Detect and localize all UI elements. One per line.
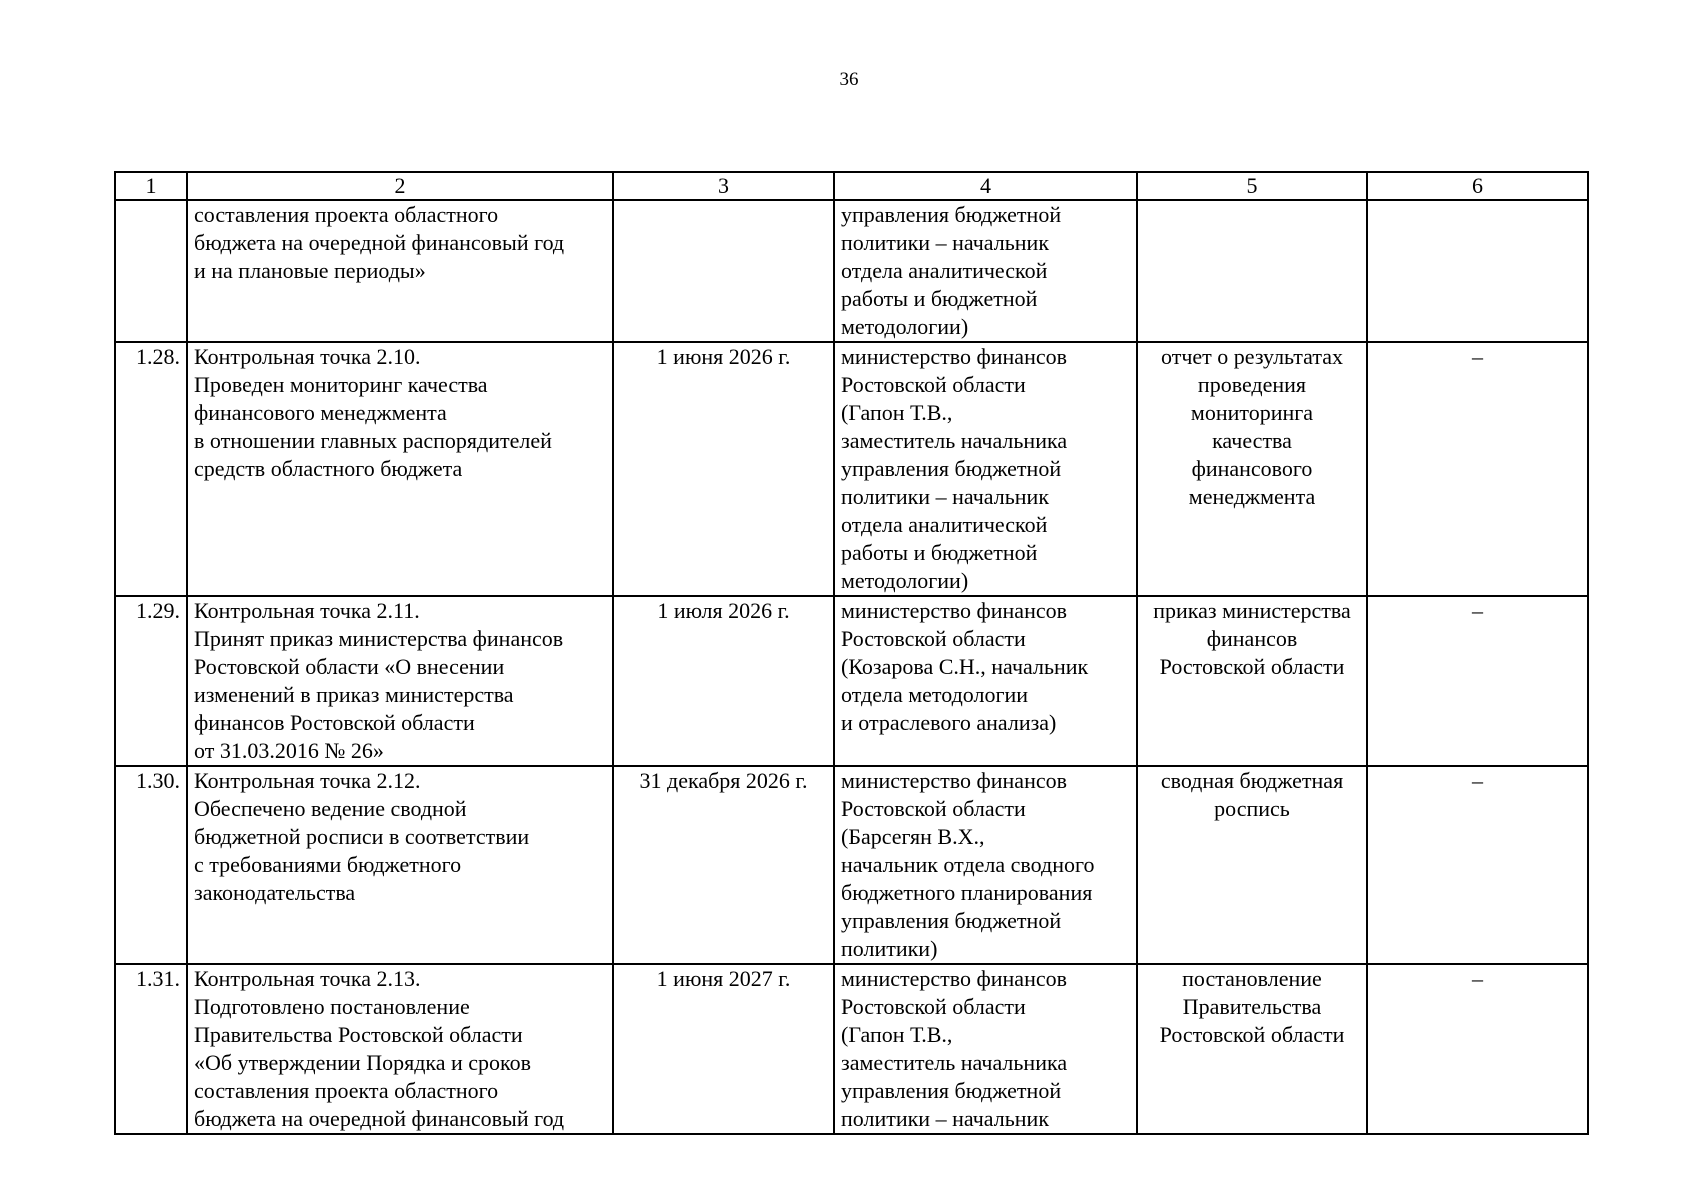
column-header: 6 [1367, 172, 1588, 200]
column-header: 4 [834, 172, 1137, 200]
result-cell: приказ министерства финансов Ростовской области [1137, 596, 1367, 766]
note-cell: – [1367, 766, 1588, 964]
responsible-cell: министерство финансов Ростовской области (Козарова С.Н., начальник отдела методологии и отраслевого анализа) [834, 596, 1137, 766]
date-cell: 1 июля 2026 г. [613, 596, 834, 766]
result-cell: сводная бюджетная роспись [1137, 766, 1367, 964]
date-cell [613, 200, 834, 342]
note-cell: – [1367, 342, 1588, 596]
note-cell: – [1367, 596, 1588, 766]
responsible-cell: управления бюджетной политики – начальник отдела аналитической работы и бюджетной методологии) [834, 200, 1137, 342]
result-cell: постановление Правительства Ростовской области [1137, 964, 1367, 1134]
row-number: 1.28. [115, 342, 187, 596]
plan-table [114, 171, 1589, 1135]
row-number [115, 200, 187, 342]
event-cell: Контрольная точка 2.12. Обеспечено ведение сводной бюджетной росписи в соответствии с требованиями бюджетного законодательства [187, 766, 613, 964]
column-header: 2 [187, 172, 613, 200]
table-row [115, 964, 1588, 1134]
row-number: 1.31. [115, 964, 187, 1134]
date-cell: 31 декабря 2026 г. [613, 766, 834, 964]
table-header-row [115, 172, 1588, 200]
table-row [115, 766, 1588, 964]
column-header: 3 [613, 172, 834, 200]
date-cell: 1 июня 2027 г. [613, 964, 834, 1134]
event-cell: Контрольная точка 2.13. Подготовлено постановление Правительства Ростовской области «Об утверждении Порядка и сроков составления проекта областного бюджета на очередной финансовый год [187, 964, 613, 1134]
column-header: 5 [1137, 172, 1367, 200]
responsible-cell: министерство финансов Ростовской области (Гапон Т.В., заместитель начальника управления бюджетной политики – начальник отдела аналитической работы и бюджетной методологии) [834, 342, 1137, 596]
page-number: 36 [839, 69, 859, 90]
table-row [115, 200, 1588, 342]
table-row [115, 596, 1588, 766]
date-cell: 1 июня 2026 г. [613, 342, 834, 596]
result-cell [1137, 200, 1367, 342]
event-cell: Контрольная точка 2.11. Принят приказ министерства финансов Ростовской области «О внесении изменений в приказ министерства финансов Ростовской области от 31.03.2016 № 26» [187, 596, 613, 766]
event-cell: Контрольная точка 2.10. Проведен мониторинг качества финансового менеджмента в отношении главных распорядителей средств областного бюджета [187, 342, 613, 596]
responsible-cell: министерство финансов Ростовской области (Барсегян В.Х., начальник отдела сводного бюджетного планирования управления бюджетной политики) [834, 766, 1137, 964]
event-cell: составления проекта областного бюджета на очередной финансовый год и на плановые периоды» [187, 200, 613, 342]
row-number: 1.30. [115, 766, 187, 964]
note-cell [1367, 200, 1588, 342]
result-cell: отчет о результатах проведения мониторинга качества финансового менеджмента [1137, 342, 1367, 596]
table-row [115, 342, 1588, 596]
note-cell: – [1367, 964, 1588, 1134]
row-number: 1.29. [115, 596, 187, 766]
responsible-cell: министерство финансов Ростовской области (Гапон Т.В., заместитель начальника управления бюджетной политики – начальник [834, 964, 1137, 1134]
column-header: 1 [115, 172, 187, 200]
